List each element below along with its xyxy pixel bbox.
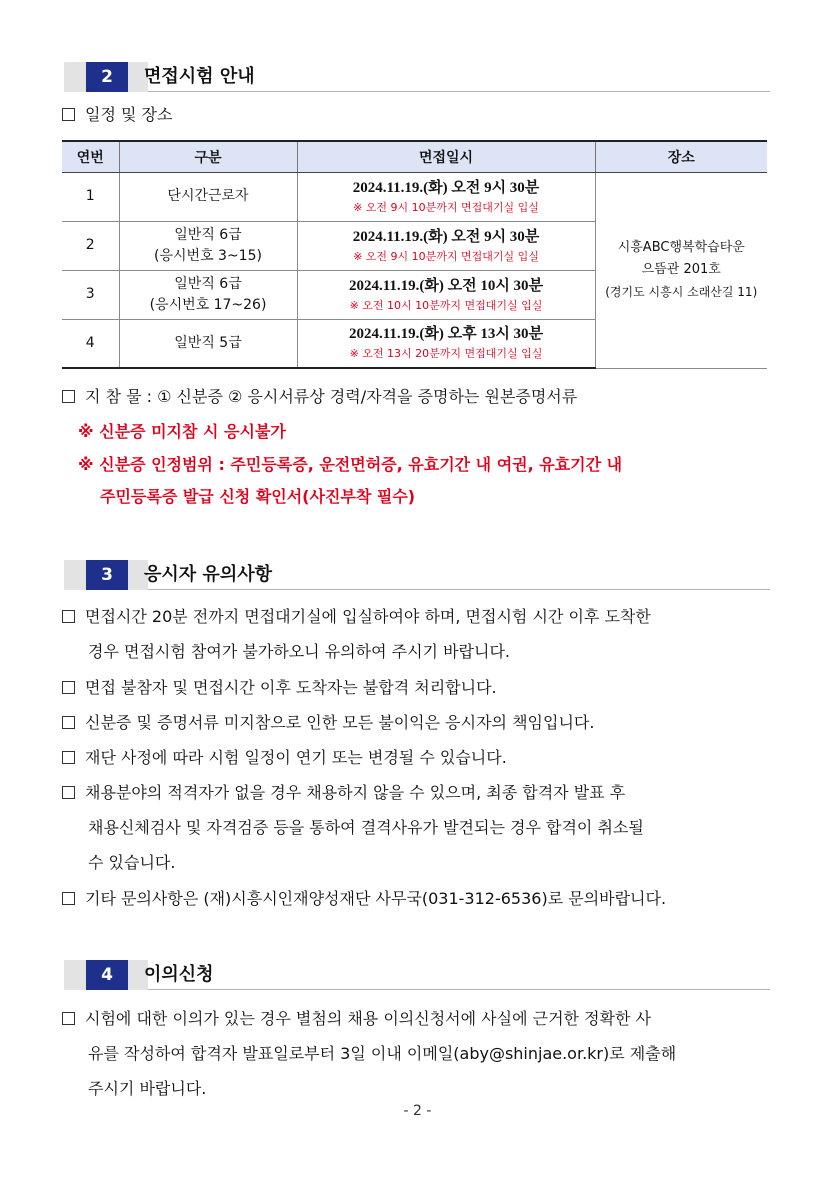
checkbox-square-icon <box>62 390 75 403</box>
interview-datetime: 2024.11.19.(화) 오전 10시 30분 <box>348 277 544 294</box>
row-datetime <box>297 221 595 270</box>
notice-item-cont: 채용신체검사 및 자격검증 등을 통하여 결격사유가 발견되는 경우 합격이 취소될 <box>88 818 644 837</box>
col-header-category: 구분 <box>119 141 297 172</box>
row-datetime <box>297 319 595 368</box>
arrival-note: ※ 오전 9시 10분까지 면접대기실 입실 <box>353 200 539 214</box>
checkbox-square-icon <box>62 681 75 694</box>
venue-cell <box>595 172 767 368</box>
notice-item: 재단 사정에 따라 시험 일정이 연기 또는 변경될 수 있습니다. <box>62 747 507 769</box>
items-to-bring: 지 참 물 : ① 신분증 ② 응시서류상 경력/자격을 증명하는 원본증명서류 <box>62 386 577 408</box>
objection-item: 시험에 대한 이의가 있는 경우 별첨의 채용 이의신청서에 사실에 근거한 정확한 사 <box>62 1008 651 1030</box>
schedule-table <box>62 140 767 369</box>
row-datetime <box>297 172 595 221</box>
id-required-warning: ※ 신분증 미지참 시 응시불가 <box>78 422 286 441</box>
section-rule <box>148 589 770 590</box>
checkbox-square-icon <box>62 108 75 121</box>
notice-item-cont: 수 있습니다. <box>88 853 176 872</box>
notice-item: 신분증 및 증명서류 미지참으로 인한 모든 불이익은 응시자의 책임입니다. <box>62 712 594 734</box>
checkbox-square-icon <box>62 1012 75 1025</box>
notice-item: 기타 문의사항은 (재)시흥시인재양성재단 사무국(031-312-6536)로 문의바랍니다. <box>62 888 666 910</box>
interview-datetime: 2024.11.19.(화) 오전 9시 30분 <box>352 228 540 245</box>
table-header-row <box>62 141 767 172</box>
arrival-note: ※ 오전 9시 10분까지 면접대기실 입실 <box>353 249 539 263</box>
section-title: 이의신청 <box>144 964 214 985</box>
interview-datetime: 2024.11.19.(화) 오후 13시 30분 <box>348 326 544 343</box>
page-number: - 2 - <box>403 1103 432 1119</box>
section-title: 응시자 유의사항 <box>144 564 272 585</box>
section-rule <box>148 989 770 990</box>
section-title: 면접시험 안내 <box>144 66 255 87</box>
col-header-place: 장소 <box>595 141 767 172</box>
interview-datetime: 2024.11.19.(화) 오전 9시 30분 <box>352 179 540 196</box>
checkbox-square-icon <box>62 786 75 799</box>
section-heading-3 <box>64 560 770 590</box>
section-number: 4 <box>86 960 128 990</box>
row-category: 일반직 6급 (응시번호 3~15) <box>119 221 297 270</box>
checkbox-square-icon <box>62 610 75 623</box>
notice-item: 면접시간 20분 전까지 면접대기실에 입실하여야 하며, 면접시험 시간 이후 도착한 <box>62 606 651 628</box>
section-number: 3 <box>86 560 128 590</box>
col-header-datetime: 면접일시 <box>297 141 595 172</box>
checkbox-square-icon <box>62 716 75 729</box>
arrival-note: ※ 오전 10시 10분까지 면접대기실 입실 <box>349 298 543 312</box>
table-row <box>62 172 767 221</box>
row-number: 2 <box>62 221 119 270</box>
objection-item-cont: 주시기 바랍니다. <box>88 1079 207 1098</box>
section-rule <box>148 91 770 92</box>
arrival-note: ※ 오전 13시 20분까지 면접대기실 입실 <box>349 347 543 361</box>
row-category: 일반직 6급 (응시번호 17~26) <box>119 270 297 319</box>
id-accepted-range-cont: 주민등록증 발급 신청 확인서(사진부착 필수) <box>100 487 416 506</box>
venue-address: (경기도 시흥시 소래산길 11) <box>605 285 758 299</box>
schedule-heading: 일정 및 장소 <box>62 104 172 126</box>
row-number: 4 <box>62 319 119 368</box>
row-category: 단시간근로자 <box>119 172 297 221</box>
section-heading-4 <box>64 960 770 990</box>
venue-room: 으뜸관 201호 <box>641 262 721 277</box>
notice-item: 채용분야의 적격자가 없을 경우 채용하지 않을 수 있으며, 최종 합격자 발표 후 <box>62 782 625 804</box>
venue-name: 시흥ABC행복학습타운 <box>617 240 745 255</box>
row-datetime <box>297 270 595 319</box>
notice-item: 면접 불참자 및 면접시간 이후 도착자는 불합격 처리합니다. <box>62 677 497 699</box>
row-number: 3 <box>62 270 119 319</box>
id-accepted-range: ※ 신분증 인정범위 : 주민등록증, 운전면허증, 유효기간 내 여권, 유효기간 내 <box>78 455 623 474</box>
row-category: 일반직 5급 <box>119 319 297 368</box>
section-number: 2 <box>86 62 128 92</box>
row-number: 1 <box>62 172 119 221</box>
objection-item-cont: 유를 작성하여 합격자 발표일로부터 3일 이내 이메일(aby@shinjae.or.kr)로 제출해 <box>88 1044 677 1063</box>
col-header-no: 연번 <box>62 141 119 172</box>
notice-item-cont: 경우 면접시험 참여가 불가하오니 유의하여 주시기 바랍니다. <box>88 642 511 661</box>
section-heading-2 <box>64 62 770 92</box>
checkbox-square-icon <box>62 892 75 905</box>
checkbox-square-icon <box>62 751 75 764</box>
